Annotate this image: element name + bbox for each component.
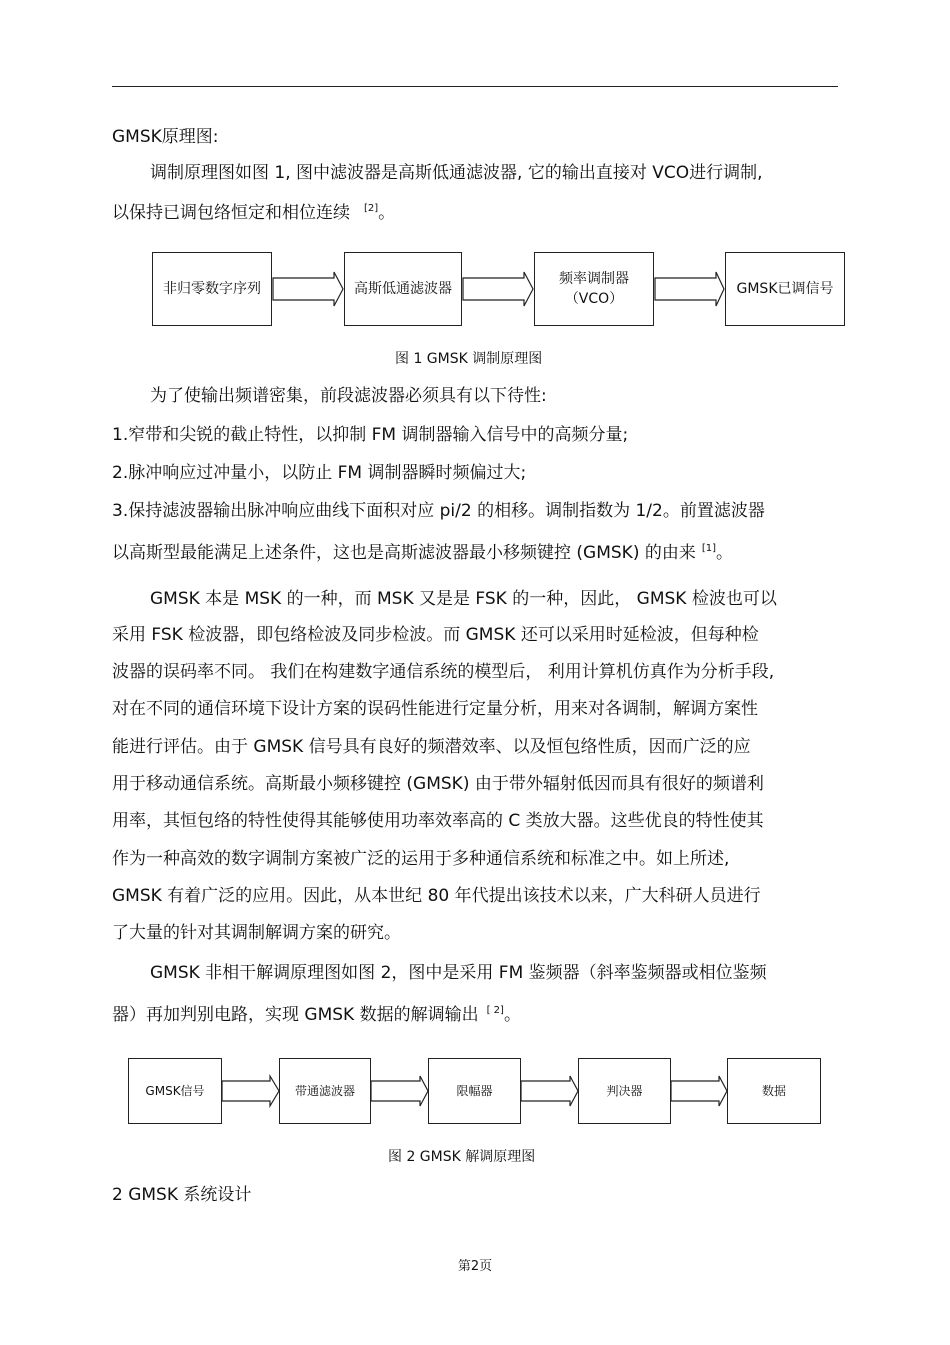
list-item-1: 1.窄带和尖锐的截止特性，以抑制 FM 调制器输入信号中的高频分量;: [112, 425, 629, 445]
para3-line-6: 用率，其恒包络的特性使得其能够使用功率效率高的 C 类放大器。这些优良的特性使其: [112, 811, 764, 831]
para3-line-1: 采用 FSK 检波器，即包络检波及同步检波。而 GMSK 还可以采用时延检波，但每种检: [112, 625, 759, 645]
para4-line2: 器）再加判别电路，实现 GMSK 数据的解调输出 [ 2]。: [112, 1005, 521, 1025]
fig2-box-limiter: 限幅器: [428, 1058, 521, 1124]
fig2-arrow-2: [371, 1076, 428, 1106]
para1-line2: 以保持已调包络恒定和相位连续 [2]。: [112, 203, 396, 223]
fig1-box-gaussian-filter: 高斯低通滤波器: [344, 252, 462, 326]
para1-line1: 调制原理图如图 1, 图中滤波器是高斯低通滤波器, 它的输出直接对 VCO进行调制,: [150, 163, 763, 183]
fig1-box-fm-label: 频率调制器: [559, 271, 629, 287]
para4-citation: [ 2]: [486, 1005, 504, 1017]
fig2-box-data: 数据: [727, 1058, 821, 1124]
para3-line-2: 波器的误码率不同。 我们在构建数字通信系统的模型后， 利用计算机仿真作为分析手段,: [112, 662, 775, 682]
para3-line-0: GMSK 本是 MSK 的一种，而 MSK 又是是 FSK 的一种，因此， GMSK 检波也可以: [150, 589, 777, 609]
fig1-box-nrz: 非归零数字序列: [152, 252, 272, 326]
para3-line-9: 了大量的针对其调制解调方案的研究。: [112, 923, 401, 943]
fig1-arrow-3: [655, 272, 724, 306]
fig1-arrow-2: [463, 272, 533, 306]
fig2-arrow-4: [671, 1076, 727, 1106]
fig2-box-bandpass-filter: 带通滤波器: [279, 1058, 371, 1124]
para3-line-4: 能进行评估。由于 GMSK 信号具有良好的频潜效率、以及恒包络性质，因而广泛的应: [112, 737, 751, 757]
para2: 为了使输出频谱密集，前段滤波器必须具有以下待性:: [150, 386, 547, 406]
list-item-3-cont: 以高斯型最能满足上述条件，这也是高斯滤波器最小移频键控 (GMSK) 的由来 [1]。: [112, 543, 734, 563]
fig2-box-gmsk-signal: GMSK信号: [128, 1058, 222, 1124]
fig1-box-vco-label: （VCO）: [564, 291, 624, 307]
page-number: 第2页: [457, 1259, 493, 1274]
para3-line-8: GMSK 有着广泛的应用。因此，从本世纪 80 年代提出该技术以来，广大科研人员进行: [112, 886, 761, 906]
section-title: GMSK原理图:: [112, 127, 219, 147]
para3-line-3: 对在不同的通信环境下设计方案的误码性能进行定量分析，用来对各调制，解调方案性: [112, 699, 758, 719]
fig2-caption: 图 2 GMSK 解调原理图: [388, 1149, 536, 1165]
fig1-arrow-1: [273, 272, 343, 306]
para1-citation: [2]: [364, 203, 379, 215]
fig2-arrow-1: [222, 1076, 279, 1106]
section2-title: 2 GMSK 系统设计: [112, 1185, 252, 1205]
para3-line-7: 作为一种高效的数字调制方案被广泛的运用于多种通信系统和标准之中。如上所述,: [112, 849, 730, 869]
fig2-box-decision: 判决器: [578, 1058, 671, 1124]
list-item-2: 2.脉冲响应过冲量小，以防止 FM 调制器瞬时频偏过大;: [112, 463, 527, 483]
para3-line-5: 用于移动通信系统。高斯最小频移键控 (GMSK) 由于带外辐射低因而具有很好的频谱利: [112, 774, 764, 794]
para4-line1: GMSK 非相干解调原理图如图 2，图中是采用 FM 鉴频器（斜率鉴频器或相位鉴频: [150, 963, 767, 983]
fig2-arrow-3: [521, 1076, 578, 1106]
list-citation: [1]: [701, 543, 717, 555]
fig1-box-gmsk-signal: GMSK已调信号: [725, 252, 845, 326]
fig1-caption: 图 1 GMSK 调制原理图: [395, 351, 543, 367]
list-item-3: 3.保持滤波器输出脉冲响应曲线下面积对应 pi/2 的相移。调制指数为 1/2。前置滤波器: [112, 501, 765, 521]
